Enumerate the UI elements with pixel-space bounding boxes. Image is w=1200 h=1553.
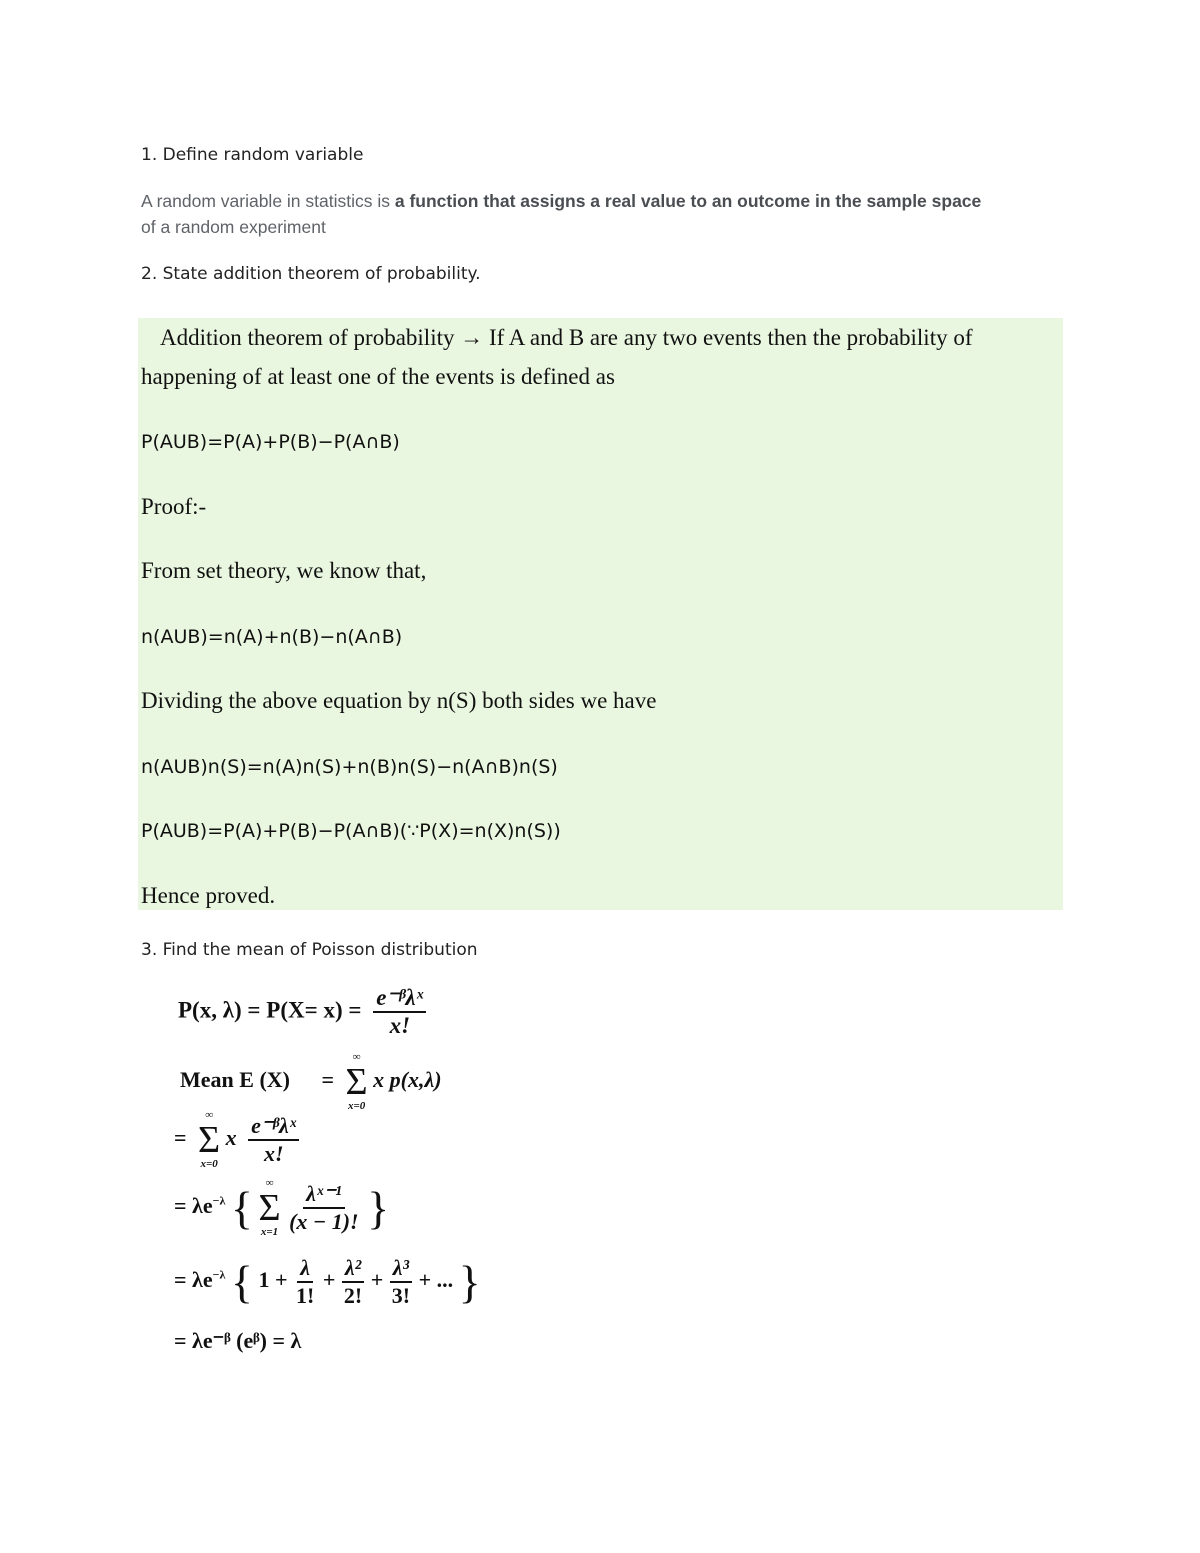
addition-formula: P(AUB)=P(A)+P(B)−P(A∩B) — [141, 431, 400, 453]
mean-definition-line — [180, 1052, 442, 1112]
expansion-fraction: $\frac{\text{e⁻ᵝλˣ}}{x!}$ — [248, 1113, 299, 1167]
dividing-text: Dividing the above equation by n(S) both sides we have — [141, 688, 657, 713]
mean-label: Mean E (X) — [180, 1067, 290, 1093]
mean-equals: = — [321, 1067, 335, 1093]
series-line: = $\lambda e^{-\lambda}$ { 1 + $\frac{\lambda}{1!}$ + $\frac{\text{λ²}}{2!}$ + $\frac{\text{λ³}}{3!}$ + ... } — [174, 1255, 481, 1308]
answer-1-post: of a random experiment — [141, 217, 326, 237]
answer-1 — [141, 188, 1061, 240]
pmf-numerator: e⁻ᵝλˣ — [373, 985, 426, 1013]
theorem-intro-line1: Addition theorem of probability → If A and B are any two events then the probability of — [160, 325, 973, 350]
sum-symbol-2: ∞ Σ x=0 — [198, 1109, 221, 1170]
pmf-fraction — [373, 985, 426, 1039]
divided-formula: n(AUB)n(S)=n(A)n(S)+n(B)n(S)−n(A∩B)n(S) — [141, 756, 558, 778]
mean-summand: x p(x,λ) — [373, 1067, 442, 1093]
poisson-pmf-line — [178, 985, 426, 1039]
mean-expansion-line: = ∞ Σ x=0 x $\frac{\text{e⁻ᵝλˣ}}{x!}$ — [174, 1110, 299, 1170]
theorem-intro-line2: happening of at least one of the events is defined as — [141, 364, 615, 389]
factor-fraction: $\frac{\text{λˣ⁻¹}}{(x - 1)!}$ — [289, 1181, 359, 1234]
factor-lambda-line: = $\lambda e^{-\lambda}$ { ∞ Σ x=1 $\frac{\text{λˣ⁻¹}}{(x - 1)!}$ } — [174, 1177, 390, 1238]
question-2: 2. State addition theorem of probability. — [141, 264, 481, 284]
sum-symbol-1: ∞ Σ x=0 — [345, 1051, 368, 1112]
pmf-denominator: x! — [389, 1013, 411, 1038]
answer-1-bold: a function that assigns a real value to an outcome in the sample space — [394, 191, 982, 211]
question-3: 3. Find the mean of Poisson distribution — [141, 940, 478, 960]
proof-label: Proof:- — [141, 494, 207, 519]
result-formula: P(AUB)=P(A)+P(B)−P(A∩B)(∵P(X)=n(X)n(S)) — [141, 820, 561, 842]
pmf-lhs: P(x, λ) = P(X= x) = — [178, 997, 362, 1023]
question-1: 1. Define random variable — [141, 145, 364, 165]
answer-1-pre: A random variable in statistics is — [141, 191, 395, 211]
set-theory-text: From set theory, we know that, — [141, 558, 427, 583]
sum-symbol-3: ∞ Σ x=1 — [258, 1177, 281, 1238]
set-formula: n(AUB)=n(A)+n(B)−n(A∩B) — [141, 626, 403, 648]
conclusion: Hence proved. — [141, 883, 276, 908]
mean-result-line: = λe⁻ᵝ (eᵝ) = λ — [174, 1328, 302, 1353]
